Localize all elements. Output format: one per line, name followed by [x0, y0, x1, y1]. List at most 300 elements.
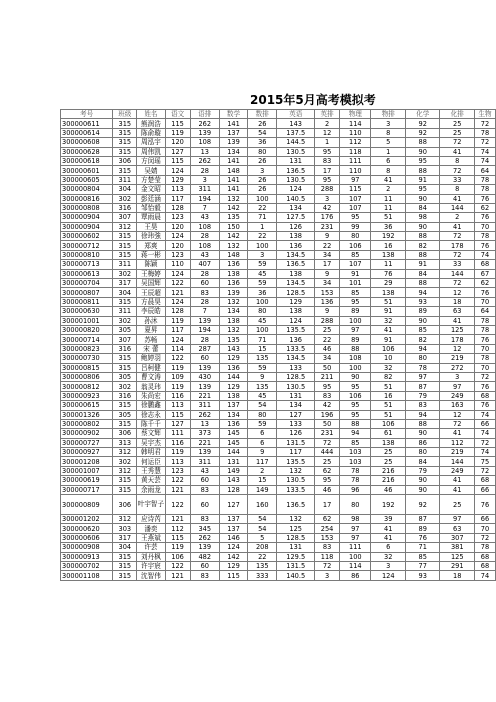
cell-physics: 110 — [340, 166, 371, 175]
cell-exam-id: 300000628 — [61, 147, 113, 156]
cell-chemistry: 95 — [405, 185, 440, 194]
cell-class: 306 — [113, 429, 137, 438]
cell-physics-rank: 32 — [371, 316, 406, 325]
table-row — [61, 382, 496, 391]
cell-physics-rank: 138 — [371, 288, 406, 297]
cell-physics-rank: 11 — [371, 260, 406, 269]
cell-physics-rank: 8 — [371, 128, 406, 137]
table-row — [61, 222, 496, 231]
cell-chinese: 117 — [165, 325, 190, 334]
cell-chemistry-rank: 72 — [440, 279, 475, 288]
cell-english: 124 — [277, 316, 315, 325]
cell-math-rank: 208 — [248, 543, 277, 552]
cell-exam-id: 300000614 — [61, 128, 113, 137]
cell-physics-rank: 6 — [371, 156, 406, 165]
table-row — [61, 561, 496, 570]
cell-exam-id: 300000713 — [61, 260, 113, 269]
table-row — [61, 203, 496, 212]
cell-physics: 99 — [340, 222, 371, 231]
cell-physics-rank: 5 — [371, 138, 406, 147]
cell-biology: 76 — [474, 335, 495, 344]
cell-math-rank: 22 — [248, 552, 277, 561]
cell-chemistry-rank: 72 — [440, 250, 475, 259]
cell-name: 方晨昊 — [137, 297, 165, 306]
cell-name: 郑爽 — [137, 241, 165, 250]
cell-name: 邹怡毅 — [137, 203, 165, 212]
cell-chemistry-rank: 249 — [440, 466, 475, 475]
cell-math-rank: 160 — [248, 495, 277, 515]
cell-biology: 68 — [474, 476, 495, 485]
cell-english: 127.5 — [277, 213, 315, 222]
cell-name: 周伟凯 — [137, 147, 165, 156]
column-header-english-rank: 英排 — [315, 110, 340, 119]
cell-english-rank: 12 — [315, 128, 340, 137]
cell-class: 312 — [113, 222, 137, 231]
cell-english-rank: 196 — [315, 410, 340, 419]
cell-chinese-rank: 83 — [190, 485, 219, 494]
cell-physics: 90 — [340, 372, 371, 381]
cell-chinese-rank: 311 — [190, 457, 219, 466]
cell-exam-id: 300000809 — [61, 495, 113, 515]
cell-class: 305 — [113, 325, 137, 334]
column-header-chinese-rank: 语排 — [190, 110, 219, 119]
cell-name: 何运臣 — [137, 457, 165, 466]
cell-english-rank: 95 — [315, 175, 340, 184]
cell-physics: 78 — [340, 466, 371, 475]
cell-chinese: 110 — [165, 260, 190, 269]
cell-english: 130.5 — [277, 476, 315, 485]
cell-class: 307 — [113, 213, 137, 222]
cell-english-rank: 176 — [315, 213, 340, 222]
cell-chinese-rank: 139 — [190, 448, 219, 457]
cell-english-rank: 1 — [315, 138, 340, 147]
cell-name: 叶宇智子 — [137, 495, 165, 515]
cell-chinese: 111 — [165, 429, 190, 438]
cell-exam-id: 300000611 — [61, 119, 113, 128]
table-row — [61, 466, 496, 475]
cell-physics: 111 — [340, 156, 371, 165]
cell-math-rank: 1 — [248, 222, 277, 231]
cell-math: 127 — [219, 495, 247, 515]
cell-name: 苏畅 — [137, 335, 165, 344]
table-row — [61, 438, 496, 447]
cell-math-rank: 149 — [248, 485, 277, 494]
cell-name: 陈俞璇 — [137, 128, 165, 137]
cell-class: 315 — [113, 166, 137, 175]
cell-exam-id: 300000808 — [61, 203, 113, 212]
cell-chinese-rank: 139 — [190, 543, 219, 552]
cell-name: 李辰皓 — [137, 307, 165, 316]
cell-exam-id: 300000601 — [61, 166, 113, 175]
cell-english-rank: 95 — [315, 382, 340, 391]
cell-name: 方楚莹 — [137, 175, 165, 184]
table-row — [61, 335, 496, 344]
cell-math-rank: 45 — [248, 316, 277, 325]
cell-physics-rank: 32 — [371, 552, 406, 561]
table-row — [61, 288, 496, 297]
cell-english: 128.5 — [277, 288, 315, 297]
cell-math: 149 — [219, 466, 247, 475]
table-row — [61, 138, 496, 147]
cell-english-rank: 3 — [315, 194, 340, 203]
cell-chinese: 123 — [165, 250, 190, 259]
cell-physics-rank: 2 — [371, 185, 406, 194]
column-header-exam-id: 考号 — [61, 110, 113, 119]
cell-biology: 64 — [474, 307, 495, 316]
cell-chinese: 120 — [165, 222, 190, 231]
cell-exam-id: 300000820 — [61, 325, 113, 334]
table-row — [61, 363, 496, 372]
table-row — [61, 279, 496, 288]
cell-chinese: 129 — [165, 175, 190, 184]
table-row — [61, 354, 496, 363]
cell-math-rank: 45 — [248, 391, 277, 400]
table-row — [61, 166, 496, 175]
cell-name: 吴宇杰 — [137, 438, 165, 447]
cell-biology: 67 — [474, 269, 495, 278]
cell-class: 303 — [113, 524, 137, 533]
cell-chinese-rank: 13 — [190, 147, 219, 156]
cell-math-rank: 117 — [248, 457, 277, 466]
cell-english-rank: 34 — [315, 250, 340, 259]
cell-name: 韩明君 — [137, 448, 165, 457]
cell-physics: 106 — [340, 391, 371, 400]
cell-chinese: 113 — [165, 185, 190, 194]
cell-math: 134 — [219, 410, 247, 419]
cell-chemistry: 90 — [405, 222, 440, 231]
cell-chinese: 121 — [165, 515, 190, 524]
cell-math: 132 — [219, 325, 247, 334]
cell-physics-rank: 41 — [371, 325, 406, 334]
cell-physics: 95 — [340, 410, 371, 419]
cell-name: 黄天芸 — [137, 476, 165, 485]
cell-math: 142 — [219, 552, 247, 561]
cell-class: 315 — [113, 363, 137, 372]
cell-chinese-rank: 345 — [190, 524, 219, 533]
cell-chinese-rank: 108 — [190, 222, 219, 231]
cell-math: 132 — [219, 241, 247, 250]
cell-biology: 78 — [474, 543, 495, 552]
cell-name: 周泓宇 — [137, 138, 165, 147]
cell-english: 134 — [277, 203, 315, 212]
cell-english-rank: 95 — [315, 476, 340, 485]
cell-exam-id: 300000816 — [61, 194, 113, 203]
cell-chinese: 113 — [165, 401, 190, 410]
cell-chinese-rank: 60 — [190, 354, 219, 363]
cell-chemistry: 94 — [405, 288, 440, 297]
cell-class: 315 — [113, 250, 137, 259]
cell-math: 135 — [219, 335, 247, 344]
cell-class: 315 — [113, 138, 137, 147]
score-table — [60, 109, 496, 581]
cell-physics-rank: 106 — [371, 419, 406, 428]
cell-chemistry-rank: 63 — [440, 307, 475, 316]
cell-physics-rank: 25 — [371, 457, 406, 466]
cell-chemistry: 90 — [405, 485, 440, 494]
cell-physics-rank: 216 — [371, 466, 406, 475]
cell-class: 312 — [113, 466, 137, 475]
cell-physics-rank: 10 — [371, 354, 406, 363]
cell-physics: 108 — [340, 354, 371, 363]
cell-english: 128.5 — [277, 533, 315, 542]
cell-physics: 111 — [340, 543, 371, 552]
cell-exam-id: 300000802 — [61, 419, 113, 428]
cell-physics: 107 — [340, 260, 371, 269]
cell-physics-rank: 25 — [371, 448, 406, 457]
cell-biology: 76 — [474, 241, 495, 250]
cell-math: 135 — [219, 213, 247, 222]
cell-chinese: 123 — [165, 213, 190, 222]
cell-math-rank: 59 — [248, 260, 277, 269]
cell-chemistry-rank: 249 — [440, 391, 475, 400]
cell-math: 148 — [219, 166, 247, 175]
cell-math: 134 — [219, 307, 247, 316]
cell-name: 朱尚宏 — [137, 391, 165, 400]
cell-math-rank: 80 — [248, 307, 277, 316]
cell-exam-id: 300000913 — [61, 552, 113, 561]
table-body — [61, 119, 496, 580]
cell-english: 140.5 — [277, 571, 315, 580]
cell-math: 132 — [219, 194, 247, 203]
cell-english: 130.5 — [277, 175, 315, 184]
cell-class: 316 — [113, 344, 137, 353]
cell-exam-id: 300000807 — [61, 288, 113, 297]
cell-biology: 70 — [474, 363, 495, 372]
cell-chemistry-rank: 72 — [440, 166, 475, 175]
cell-class: 305 — [113, 372, 137, 381]
cell-chinese: 115 — [165, 410, 190, 419]
table-row — [61, 533, 496, 542]
cell-class: 304 — [113, 543, 137, 552]
cell-exam-id: 300000804 — [61, 185, 113, 194]
cell-chemistry-rank: 125 — [440, 552, 475, 561]
cell-chemistry-rank: 3 — [440, 372, 475, 381]
cell-exam-id: 300000927 — [61, 448, 113, 457]
cell-chemistry: 94 — [405, 344, 440, 353]
cell-physics: 107 — [340, 194, 371, 203]
table-row — [61, 316, 496, 325]
cell-english-rank: 17 — [315, 166, 340, 175]
cell-chinese-rank: 13 — [190, 419, 219, 428]
table-row — [61, 232, 496, 241]
cell-chinese: 124 — [165, 232, 190, 241]
cell-english-rank: 62 — [315, 466, 340, 475]
cell-chinese: 109 — [165, 372, 190, 381]
cell-chinese-rank: 60 — [190, 279, 219, 288]
cell-chinese-rank: 28 — [190, 269, 219, 278]
cell-chemistry: 90 — [405, 316, 440, 325]
cell-math: 143 — [219, 344, 247, 353]
cell-chinese-rank: 311 — [190, 401, 219, 410]
cell-math: 141 — [219, 175, 247, 184]
cell-physics: 96 — [340, 485, 371, 494]
cell-math-rank: 100 — [248, 194, 277, 203]
column-header-physics-rank: 物排 — [371, 110, 406, 119]
table-row — [61, 372, 496, 381]
cell-english: 132 — [277, 515, 315, 524]
cell-physics: 80 — [340, 495, 371, 515]
cell-math-rank: 71 — [248, 213, 277, 222]
cell-physics: 112 — [340, 138, 371, 147]
cell-physics-rank: 11 — [371, 194, 406, 203]
cell-english-rank: 22 — [315, 335, 340, 344]
cell-math: 139 — [219, 288, 247, 297]
cell-math: 144 — [219, 372, 247, 381]
table-row — [61, 401, 496, 410]
cell-chinese: 119 — [165, 382, 190, 391]
cell-name: 吴婧 — [137, 166, 165, 175]
cell-name: 孙沐 — [137, 316, 165, 325]
cell-physics-rank: 51 — [371, 401, 406, 410]
cell-name: 应诗芮 — [137, 515, 165, 524]
cell-exam-id: 300000619 — [61, 476, 113, 485]
cell-math: 141 — [219, 119, 247, 128]
cell-chinese: 127 — [165, 147, 190, 156]
cell-exam-id: 300000620 — [61, 524, 113, 533]
cell-chemistry-rank: 41 — [440, 485, 475, 494]
cell-exam-id: 300000602 — [61, 232, 113, 241]
cell-biology: 76 — [474, 213, 495, 222]
cell-chinese: 122 — [165, 279, 190, 288]
cell-english: 131.5 — [277, 561, 315, 570]
cell-class: 302 — [113, 316, 137, 325]
cell-class: 315 — [113, 232, 137, 241]
cell-chinese-rank: 108 — [190, 241, 219, 250]
table-row — [61, 260, 496, 269]
cell-class: 317 — [113, 279, 137, 288]
column-header-physics: 物理 — [340, 110, 371, 119]
cell-chinese: 119 — [165, 448, 190, 457]
cell-class: 302 — [113, 457, 137, 466]
cell-english-rank: 288 — [315, 185, 340, 194]
cell-chinese-rank: 407 — [190, 260, 219, 269]
cell-name: 许宇宸 — [137, 561, 165, 570]
cell-chemistry-rank: 41 — [440, 316, 475, 325]
cell-chemistry: 91 — [405, 175, 440, 184]
cell-chinese-rank: 60 — [190, 476, 219, 485]
cell-math: 131 — [219, 457, 247, 466]
cell-chinese: 128 — [165, 307, 190, 316]
cell-chemistry: 95 — [405, 156, 440, 165]
cell-chinese: 120 — [165, 241, 190, 250]
cell-chinese-rank: 311 — [190, 185, 219, 194]
cell-chemistry-rank: 125 — [440, 325, 475, 334]
cell-math-rank: 135 — [248, 382, 277, 391]
cell-chemistry: 92 — [405, 128, 440, 137]
cell-english-rank: 62 — [315, 515, 340, 524]
cell-biology: 74 — [474, 410, 495, 419]
cell-physics: 103 — [340, 457, 371, 466]
cell-physics: 95 — [340, 401, 371, 410]
cell-class: 315 — [113, 419, 137, 428]
table-row — [61, 128, 496, 137]
cell-english-rank: 34 — [315, 279, 340, 288]
column-header-class: 班级 — [113, 110, 137, 119]
cell-biology: 70 — [474, 297, 495, 306]
cell-english: 128.5 — [277, 372, 315, 381]
cell-biology: 75 — [474, 457, 495, 466]
cell-physics-rank: 36 — [371, 222, 406, 231]
cell-biology: 76 — [474, 382, 495, 391]
cell-chemistry-rank: 18 — [440, 571, 475, 580]
table-row — [61, 485, 496, 494]
cell-physics-rank: 61 — [371, 429, 406, 438]
cell-english-rank: 231 — [315, 429, 340, 438]
cell-english: 125 — [277, 524, 315, 533]
cell-name: 王秀慧 — [137, 466, 165, 475]
cell-english: 131.5 — [277, 438, 315, 447]
cell-physics-rank: 51 — [371, 297, 406, 306]
cell-chemistry-rank: 33 — [440, 260, 475, 269]
cell-chinese-rank: 83 — [190, 515, 219, 524]
cell-chemistry: 88 — [405, 166, 440, 175]
cell-exam-id: 300000902 — [61, 429, 113, 438]
cell-english: 135.5 — [277, 325, 315, 334]
cell-chinese: 124 — [165, 269, 190, 278]
cell-chemistry-rank: 8 — [440, 185, 475, 194]
cell-math-rank: 36 — [248, 138, 277, 147]
cell-math: 145 — [219, 429, 247, 438]
cell-name: 王梅婷 — [137, 269, 165, 278]
cell-physics: 110 — [340, 128, 371, 137]
cell-math: 136 — [219, 363, 247, 372]
cell-biology: 78 — [474, 175, 495, 184]
cell-chemistry: 85 — [405, 552, 440, 561]
cell-math-rank: 59 — [248, 419, 277, 428]
column-header-chinese: 语文 — [165, 110, 190, 119]
cell-english-rank: 72 — [315, 438, 340, 447]
cell-physics: 89 — [340, 307, 371, 316]
cell-math-rank: 54 — [248, 128, 277, 137]
cell-class: 306 — [113, 156, 137, 165]
cell-chinese: 121 — [165, 288, 190, 297]
header-row — [61, 110, 496, 119]
cell-chinese: 121 — [165, 485, 190, 494]
table-row — [61, 213, 496, 222]
cell-chemistry: 88 — [405, 250, 440, 259]
cell-biology: 68 — [474, 260, 495, 269]
cell-physics: 97 — [340, 524, 371, 533]
cell-chemistry-rank: 63 — [440, 524, 475, 533]
cell-math: 136 — [219, 260, 247, 269]
cell-exam-id: 300001326 — [61, 410, 113, 419]
cell-biology: 78 — [474, 354, 495, 363]
cell-math: 137 — [219, 524, 247, 533]
column-header-chemistry: 化学 — [405, 110, 440, 119]
table-row — [61, 175, 496, 184]
cell-math: 145 — [219, 438, 247, 447]
cell-math: 142 — [219, 203, 247, 212]
cell-class: 315 — [113, 147, 137, 156]
cell-chinese-rank: 28 — [190, 335, 219, 344]
cell-chemistry-rank: 41 — [440, 194, 475, 203]
cell-chemistry: 92 — [405, 119, 440, 128]
cell-physics: 114 — [340, 119, 371, 128]
cell-chemistry: 82 — [405, 241, 440, 250]
cell-english-rank: 83 — [315, 391, 340, 400]
cell-english: 131 — [277, 156, 315, 165]
cell-exam-id: 300001001 — [61, 316, 113, 325]
cell-english: 126 — [277, 222, 315, 231]
cell-physics-rank: 39 — [371, 515, 406, 524]
cell-physics-rank: 91 — [371, 335, 406, 344]
cell-biology: 74 — [474, 429, 495, 438]
cell-name: 熊润浩 — [137, 119, 165, 128]
cell-chemistry: 91 — [405, 260, 440, 269]
cell-exam-id: 300000811 — [61, 297, 113, 306]
cell-english: 126 — [277, 429, 315, 438]
cell-class: 315 — [113, 354, 137, 363]
